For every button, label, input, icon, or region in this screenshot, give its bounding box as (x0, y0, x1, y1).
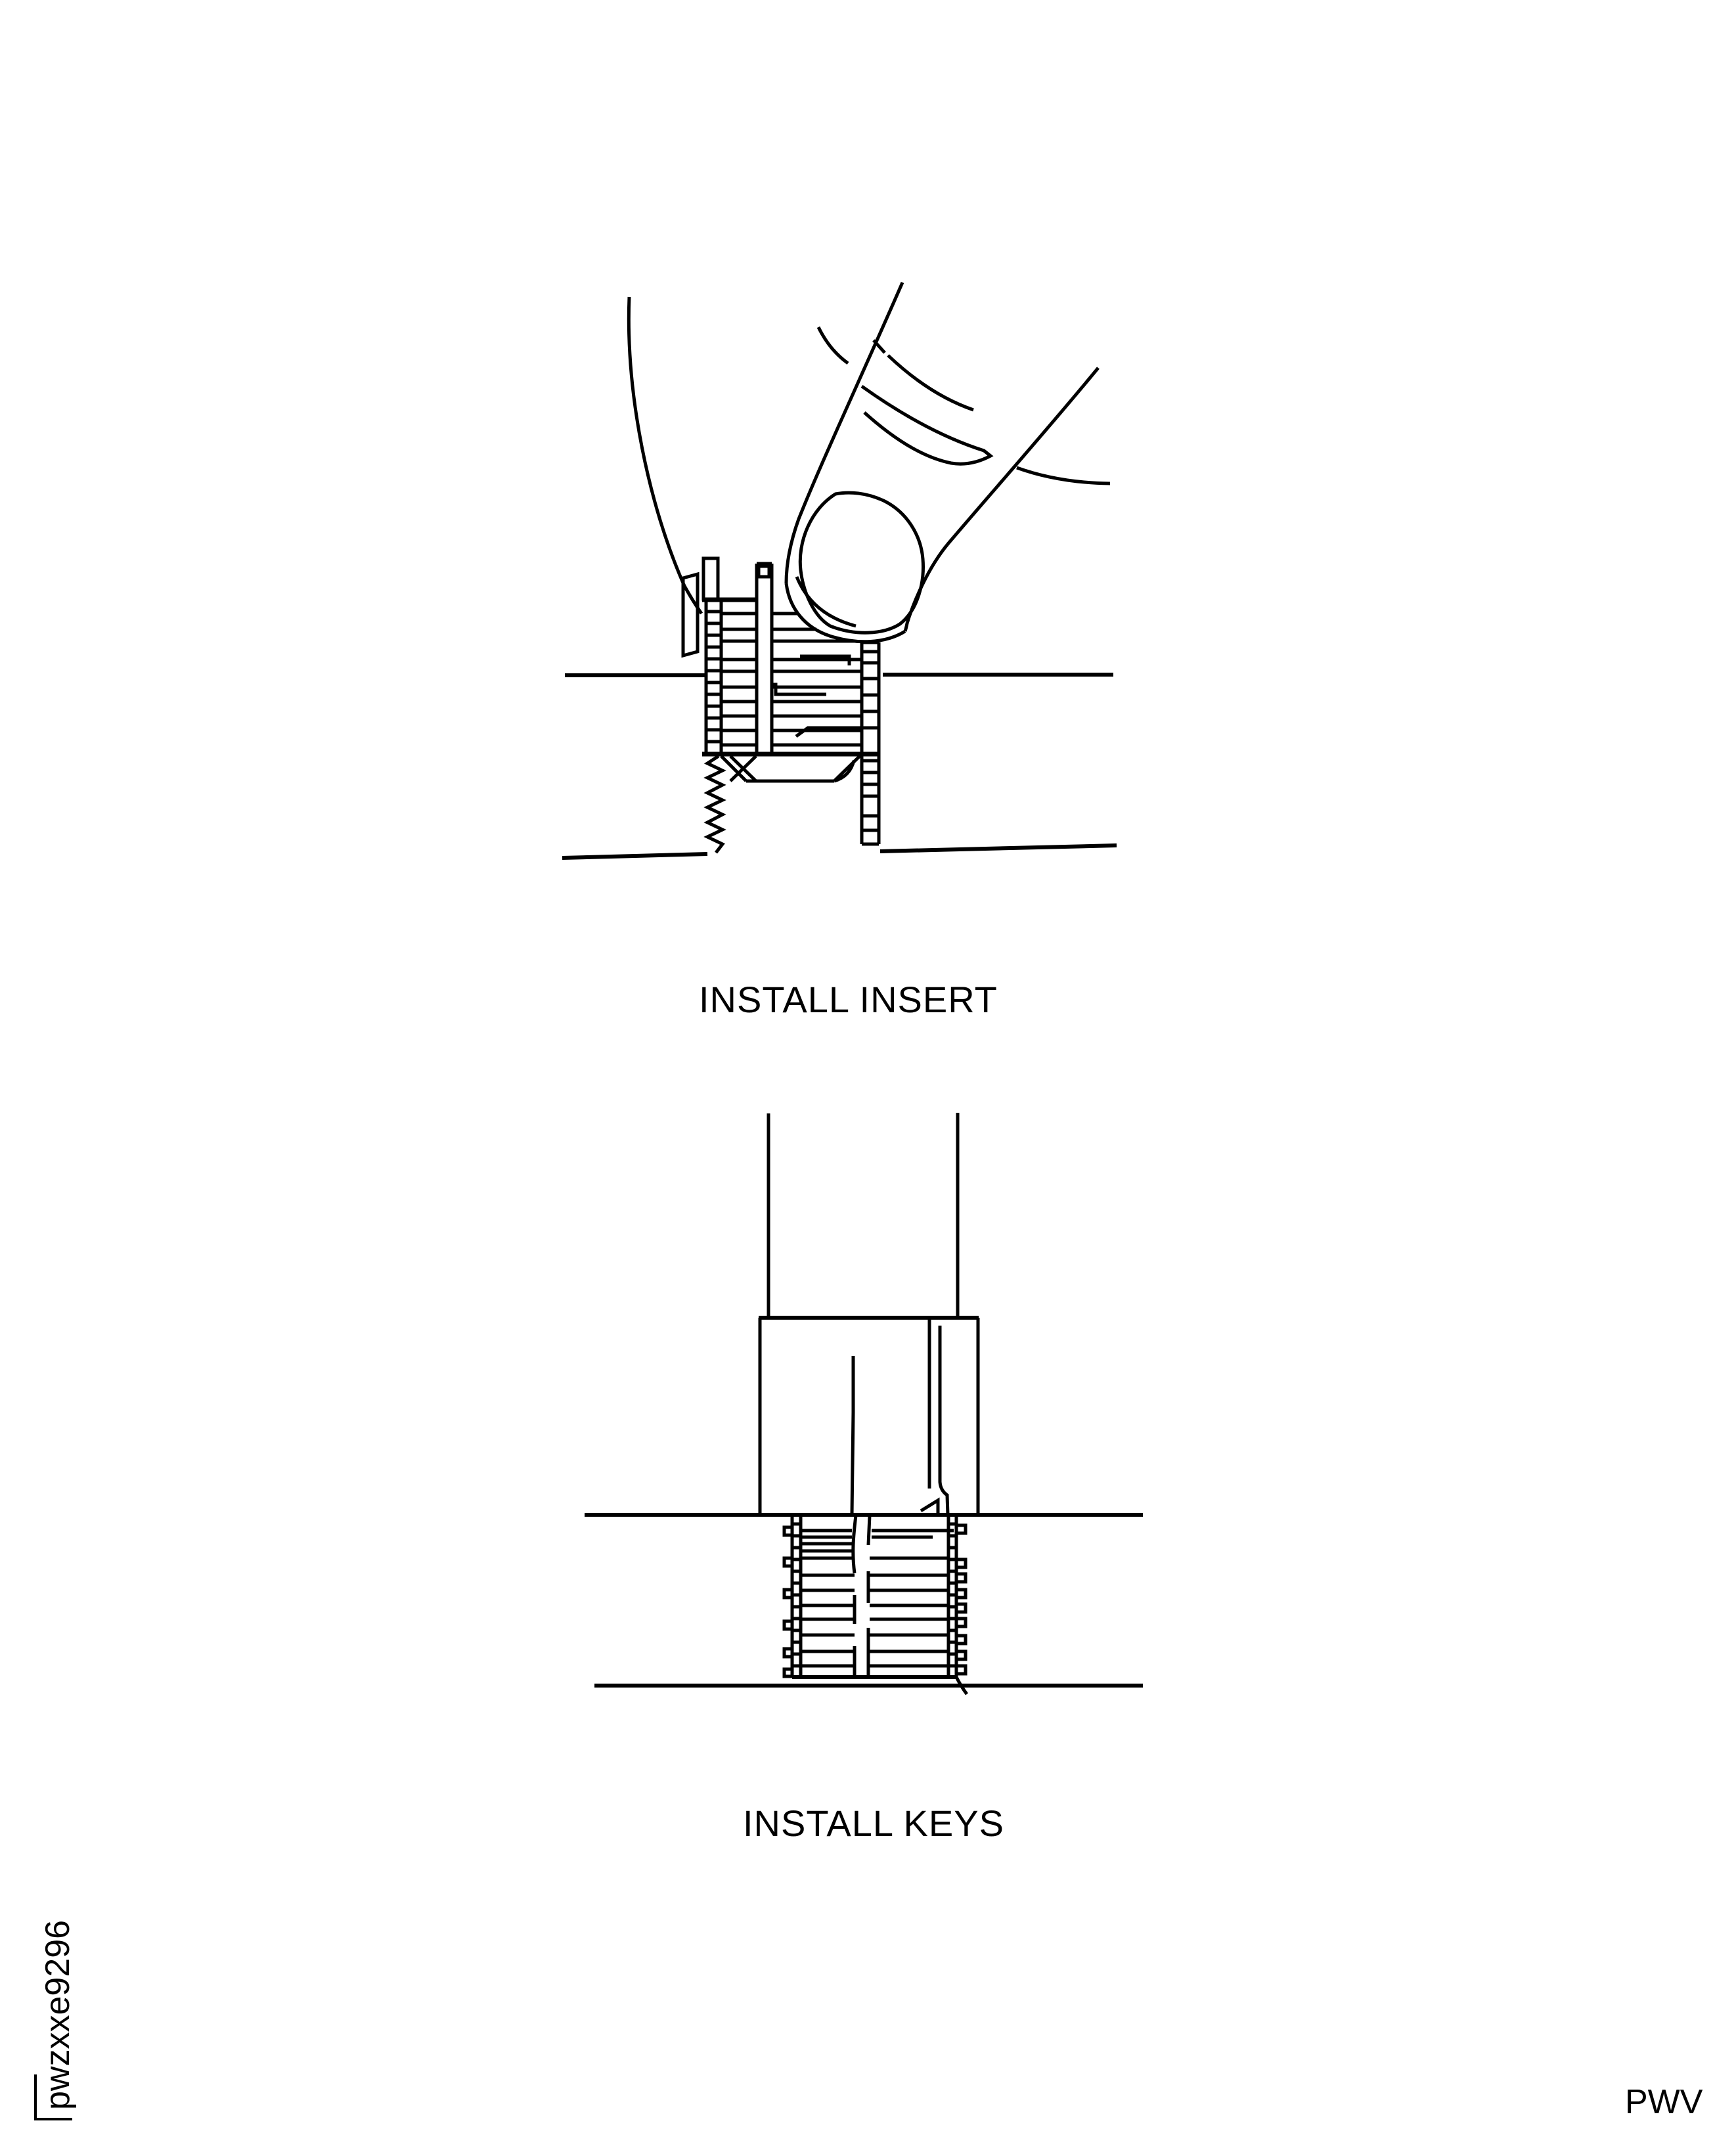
stud-thread-zigzag (707, 756, 723, 853)
fingernail-outline (800, 493, 923, 633)
page-code: PWV (1625, 2083, 1703, 2121)
hand-outline (629, 297, 701, 614)
left-key (703, 558, 718, 599)
install-keys-figure (565, 1090, 1156, 1708)
install-keys-caption: INSTALL KEYS (743, 1803, 1004, 1844)
install-insert-caption: INSTALL INSERT (699, 979, 998, 1020)
center-key-in-slot (852, 1356, 853, 1515)
corner-mark-horizontal (34, 2118, 72, 2120)
threaded-insert-section (683, 558, 879, 853)
document-side-code: pwzxxe9296 (39, 1919, 77, 2110)
right-key (757, 564, 772, 753)
finger-outline (629, 282, 1110, 642)
driver-tool (759, 1113, 979, 1515)
knuckle-creases (818, 327, 973, 410)
insert-with-keys-section (784, 1515, 967, 1694)
corner-mark-vertical (34, 2074, 37, 2120)
driven-key (853, 1515, 870, 1677)
key-tip-flag (921, 1500, 938, 1515)
right-thread-band (862, 642, 879, 844)
install-insert-figure (552, 263, 1130, 874)
